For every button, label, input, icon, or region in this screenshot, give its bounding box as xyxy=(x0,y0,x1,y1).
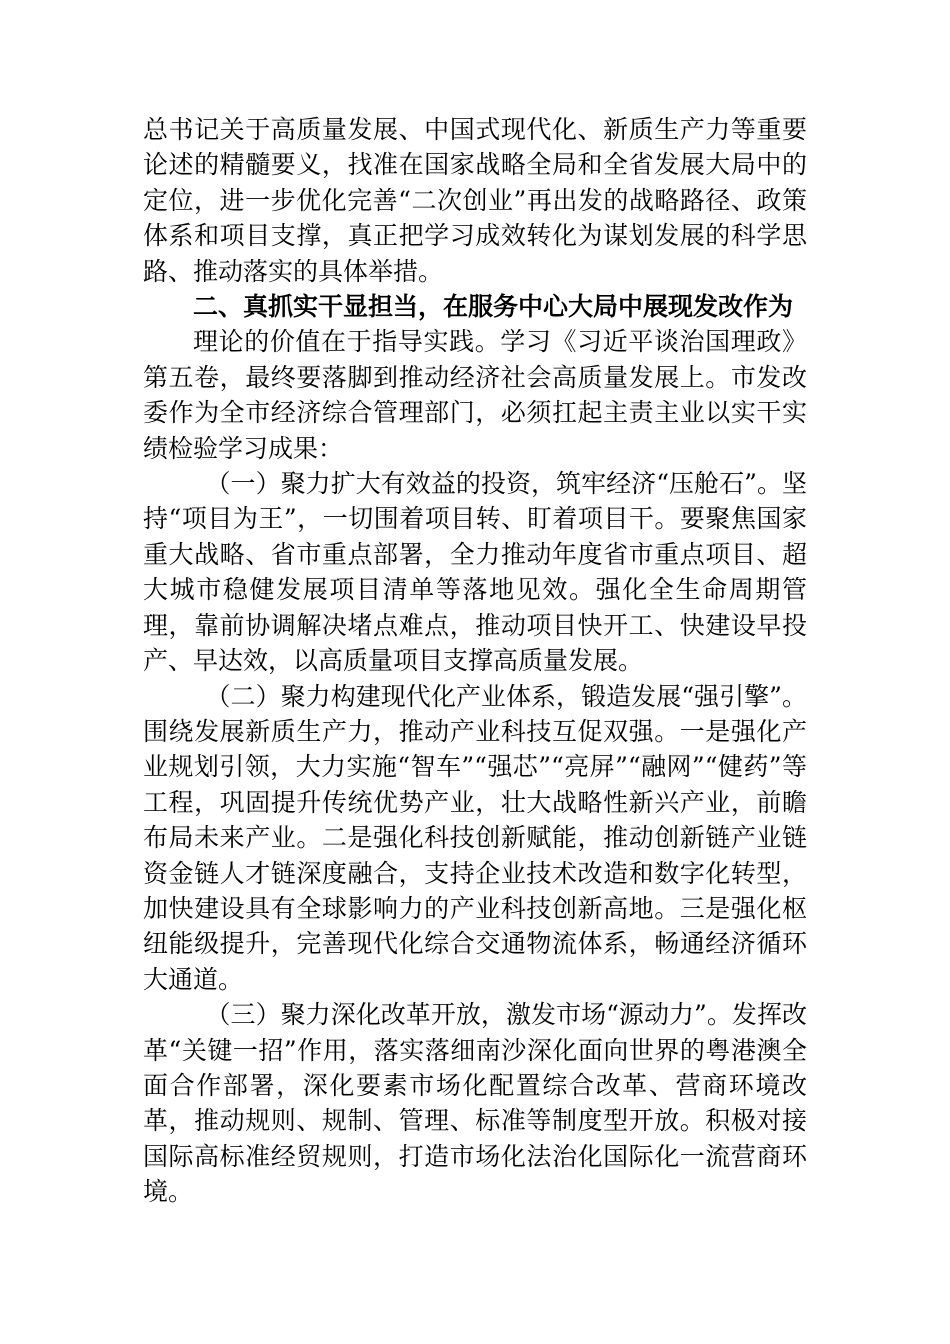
subsection-paragraph-3: （三）聚力深化改革开放，激发市场“源动力”。发挥改革“关键一招”作用，落实落细南沙深化面向世界的粤港澳全面合作部署，深化要素市场化配置综合改革、营商环境改革，推动规则、规制、管理、标准等制度型开放。积极对接国际高标准经贸规则，打造市场化法治化国际化一流营商环境。 xyxy=(143,1000,807,1207)
body-paragraph-intro: 理论的价值在于指导实践。学习《习近平谈治国理政》第五卷，最终要落脚到推动经济社会高质量发展上。市发改委作为全市经济综合管理部门，必须扛起主责主业以实干实绩检验学习成果： xyxy=(143,327,807,463)
section-heading-2: 二、真抓实干显担当，在服务中心大局中展现发改作为 xyxy=(193,292,794,322)
body-paragraph-continued: 总书记关于高质量发展、中国式现代化、新质生产力等重要论述的精髓要义，找准在国家战略全局和全省发展大局中的定位，进一步优化完善“二次创业”再出发的战略路径、政策体系和项目支撑，真正把学习成效转化为谋划发展的科学思路、推动落实的具体举措。 xyxy=(143,115,807,286)
subsection-paragraph-2: （二）聚力构建现代化产业体系，锻造发展“强引擎”。围绕发展新质生产力，推动产业科技互促双强。一是强化产业规划引领，大力实施“智车”“强芯”“亮屏”“融网”“健药”等工程，巩固提升传统优势产业，壮大战略性新兴产业，前瞻布局未来产业。二是强化科技创新赋能，推动创新链产业链资金链人才链深度融合，支持企业技术改造和数字化转型，加快建设具有全球影响力的产业科技创新高地。三是强化枢纽能级提升，完善现代化综合交通物流体系，畅通经济循环大通道。 xyxy=(143,681,807,994)
subsection-paragraph-1: （一）聚力扩大有效益的投资，筑牢经济“压舱石”。坚持“项目为王”，一切围着项目转、盯着项目干。要聚焦国家重大战略、省市重点部署，全力推动年度省市重点项目、超大城市稳健发展项目清单等落地见效。强化全生命周期管理，靠前协调解决堵点难点，推动项目快开工、快建设早投产、早达效，以高质量项目支撑高质量发展。 xyxy=(143,469,807,676)
